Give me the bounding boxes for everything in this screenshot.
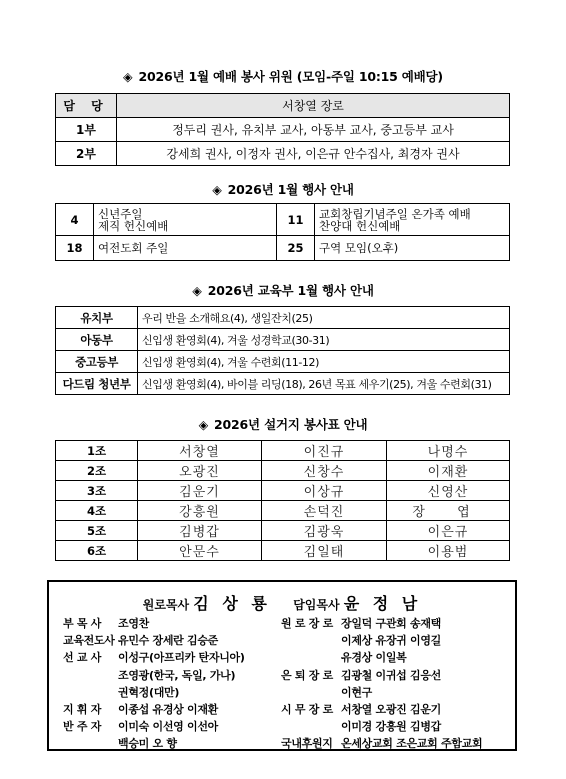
list-item: 반 주 자 이미숙 이선영 이선아 이미경 강흥원 김병갑	[63, 720, 441, 734]
monthly-events-table	[55, 203, 510, 261]
table-row: 다드림 청년부 신입생 환영회(4), 바이블 리딩(18), 26년 목표 세우기(25), 겨울 수련회(31)	[56, 373, 510, 395]
staff-list	[63, 615, 509, 753]
worship-duty-title: ◈ 2026년 1월 예배 봉사 위원 (모임-주일 10:15 예배당)	[123, 69, 443, 84]
dish-duty-title: ◈ 2026년 설거지 봉사표 안내	[198, 417, 368, 432]
list-item: 교육전도사 유민수 장세란 김승준 이제상 유장귀 이영길	[63, 634, 441, 648]
table-row: 유치부 우리 반을 소개해요(4), 생일잔치(25)	[56, 307, 510, 329]
table-row: 4 신년주일 제직 헌신예배 11 교회창립기념주일 온가족 예배 찬양대 헌신예배	[56, 204, 510, 236]
table-row: 1조 서창열 이진규 나명수	[56, 441, 510, 461]
table-row: 6조 안문수 김일태 이용범	[56, 541, 510, 561]
dish-duty-table	[55, 440, 510, 561]
diamond-bullet-icon: ◈	[198, 417, 209, 432]
table-row	[56, 94, 510, 118]
pastor-heading: 원로목사 김 상 룡 담임목사 윤 정 남	[142, 594, 422, 613]
list-item: 조영광(한국, 독일, 가나) 은 퇴 장 로 김광철 이귀섭 김응선	[118, 668, 441, 682]
list-item: 부 목 사 조영찬 원 로 장 로 장일덕 구관회 송재택	[63, 617, 441, 630]
diamond-bullet-icon: ◈	[192, 283, 202, 298]
table-row: 18 여전도회 주일 25 구역 모임(오후)	[56, 236, 510, 261]
emeritus-pastor-name: 김 상 룡	[193, 594, 271, 613]
table-row: 4조 강흥원 손덕진 장 엽	[56, 501, 510, 521]
duty-value: 서창열 장로	[117, 94, 510, 118]
duty-label: 담 당	[56, 94, 117, 118]
diamond-bullet-icon: ◈	[212, 182, 222, 197]
table-row: 아동부 신입생 환영회(4), 겨울 성경학교(30-31)	[56, 329, 510, 351]
table-row: 2조 오광진 신창수 이재환	[56, 461, 510, 481]
list-item: 권혁정(대만) 이현구	[118, 685, 372, 699]
monthly-events-title: ◈ 2026년 1월 행사 안내	[212, 182, 354, 197]
list-item: 선 교 사 이성구(아프리카 탄자니아) 유경상 이일복	[63, 651, 407, 665]
church-staff-box	[47, 580, 517, 751]
education-events-table	[55, 306, 510, 395]
table-row: 중고등부 신입생 환영회(4), 겨울 수련회(11-12)	[56, 351, 510, 373]
table-row: 3조 김운기 이상규 신영산	[56, 481, 510, 501]
diamond-bullet-icon: ◈	[123, 69, 133, 84]
list-item: 지 휘 자 이종섭 유경상 이재환 시 무 장 로 서창열 오광진 김운기	[63, 702, 441, 716]
senior-pastor-name: 윤 정 남	[343, 594, 422, 613]
list-item: 백승미 오 향 국내후원지 온세상교회 조은교회 주함교회	[118, 737, 483, 751]
table-row: 2부 강세희 권사, 이정자 권사, 이은규 안수집사, 최경자 권사	[56, 142, 510, 166]
table-row: 1부 정두리 권사, 유치부 교사, 아동부 교사, 중고등부 교사	[56, 118, 510, 142]
worship-duty-table	[55, 93, 510, 166]
education-events-title: ◈ 2026년 교육부 1월 행사 안내	[192, 283, 374, 298]
table-row: 5조 김병갑 김광욱 이은규	[56, 521, 510, 541]
